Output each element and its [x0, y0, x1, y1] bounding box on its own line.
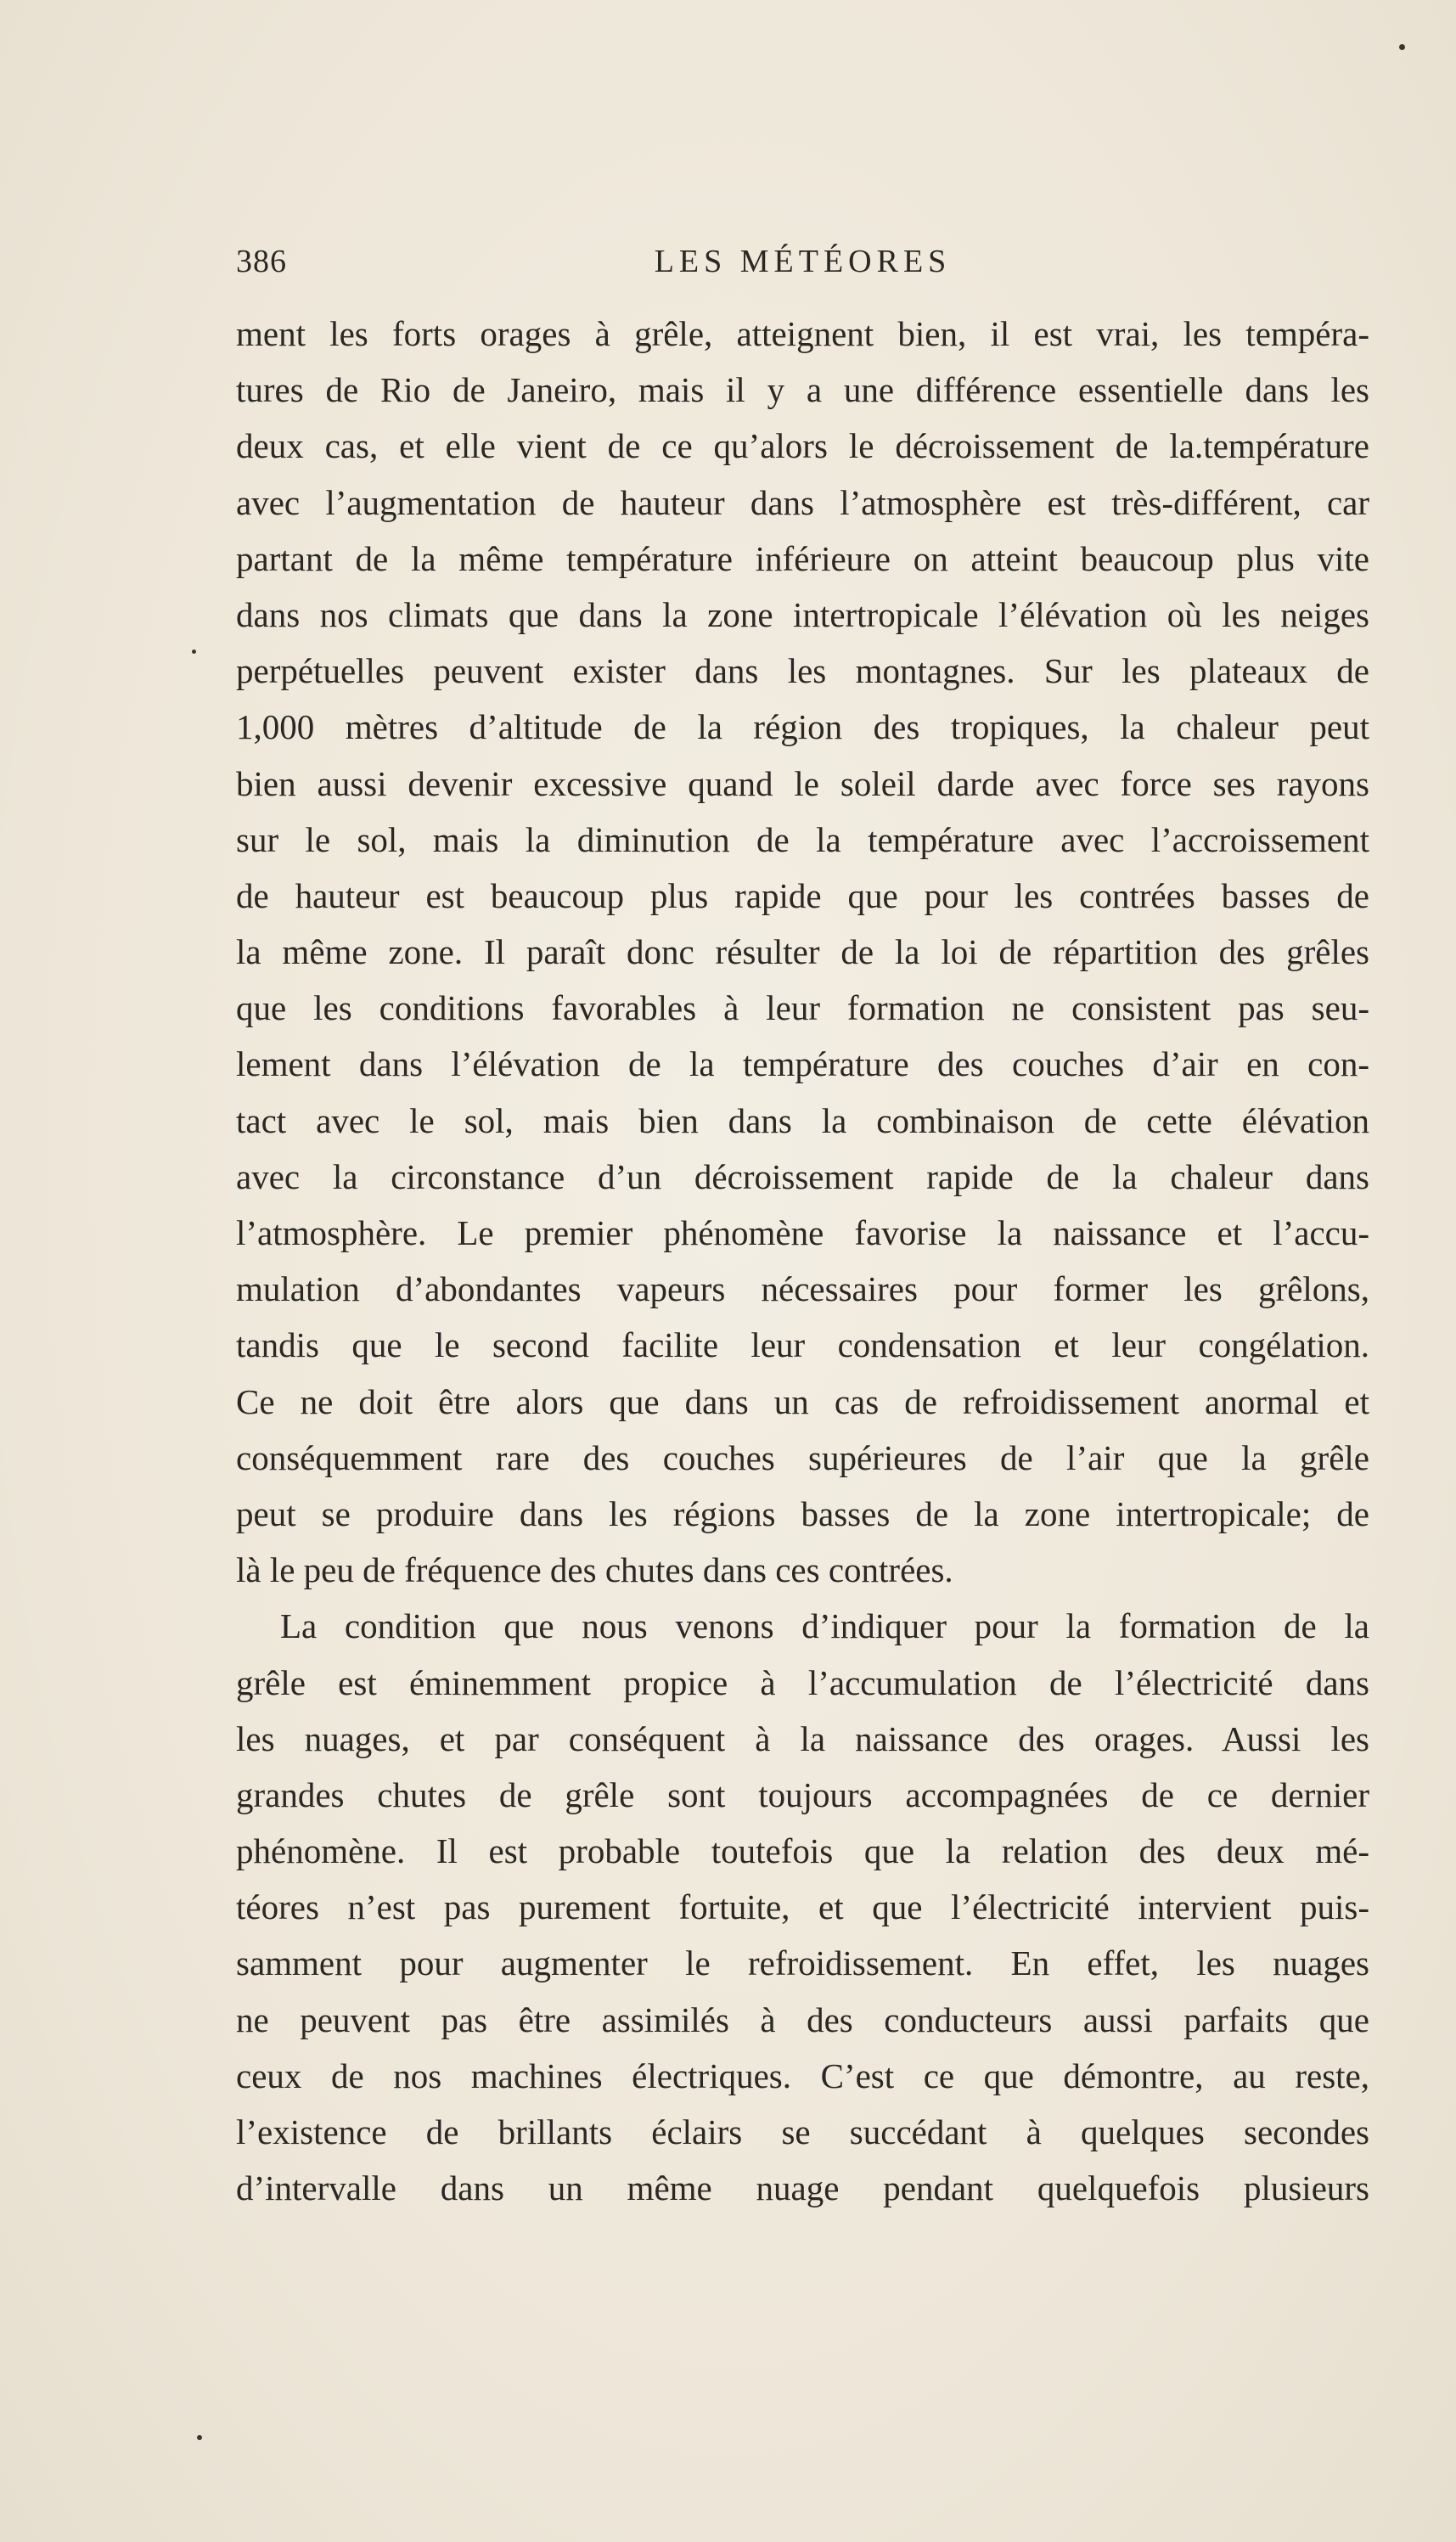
paragraph-first-line: La condition que nous venons d’indiquer pour la formation de la [280, 1606, 1369, 1646]
text-line: avec la circonstance d’un décroissement rapide de la chaleur dans [236, 1156, 1369, 1196]
text-line: l’existence de brillants éclairs se succédant à quelques secondes [236, 2112, 1369, 2151]
text-line: tact avec le sol, mais bien dans la combinaison de cette élévation [236, 1100, 1369, 1140]
page-number: 386 [236, 244, 287, 279]
text-line: ment les forts orages à grêle, atteignent bien, il est vrai, les tempéra- [236, 314, 1369, 353]
paper-speck [1399, 44, 1405, 50]
text-line: que les conditions favorables à leur formation ne consistent pas seu- [236, 988, 1369, 1028]
text-line: téores n’est pas purement fortuite, et que l’électricité intervient puis- [236, 1887, 1369, 1927]
text-line: grandes chutes de grêle sont toujours accompagnées de ce dernier [236, 1774, 1369, 1814]
text-line: grêle est éminemment propice à l’accumulation de l’électricité dans [236, 1662, 1369, 1702]
text-line: Ce ne doit être alors que dans un cas de refroidissement anormal et [236, 1381, 1369, 1421]
body-text [236, 306, 1369, 2216]
running-head [236, 243, 1369, 285]
text-line: phénomène. Il est probable toutefois que la relation des deux mé- [236, 1831, 1369, 1871]
text-line: dans nos climats que dans la zone intertropicale l’élévation où les neiges [236, 594, 1369, 634]
text-line: l’atmosphère. Le premier phénomène favorise la naissance et l’accu- [236, 1213, 1369, 1252]
text-line: avec l’augmentation de hauteur dans l’atmosphère est très-différent, car [236, 482, 1369, 522]
text-line: mulation d’abondantes vapeurs nécessaires pour former les grêlons, [236, 1269, 1369, 1309]
text-line: conséquemment rare des couches supérieures de l’air que la grêle [236, 1437, 1369, 1477]
text-line: ne peuvent pas être assimilés à des conducteurs aussi parfaits que [236, 1999, 1369, 2039]
text-line: bien aussi devenir excessive quand le soleil darde avec force ses rayons [236, 763, 1369, 803]
text-line: perpétuelles peuvent exister dans les montagnes. Sur les plateaux de [236, 651, 1369, 691]
text-line: de hauteur est beaucoup plus rapide que pour les contrées basses de [236, 875, 1369, 915]
text-line: partant de la même température inférieure on atteint beaucoup plus vite [236, 538, 1369, 578]
paper-speck [197, 2435, 202, 2440]
paper-speck [192, 650, 196, 654]
text-line: deux cas, et elle vient de ce qu’alors le décroissement de la.température [236, 426, 1369, 466]
text-line: tandis que le second facilite leur condensation et leur congélation. [236, 1325, 1369, 1365]
text-line: tures de Rio de Janeiro, mais il y a une différence essentielle dans les [236, 370, 1369, 410]
text-line: peut se produire dans les régions basses de la zone intertropicale; de [236, 1493, 1369, 1533]
text-line: d’intervalle dans un même nuage pendant quelquefois plusieurs [236, 2168, 1369, 2208]
text-line: la même zone. Il paraît donc résulter de la loi de répartition des grêles [236, 932, 1369, 972]
text-line: samment pour augmenter le refroidissement. En effet, les nuages [236, 1943, 1369, 1983]
text-line: lement dans l’élévation de la température des couches d’air en con- [236, 1044, 1369, 1084]
text-line: ceux de nos machines électriques. C’est ce que démontre, au reste, [236, 2056, 1369, 2095]
text-line: les nuages, et par conséquent à la naissance des orages. Aussi les [236, 1718, 1369, 1758]
text-line: sur le sol, mais la diminution de la température avec l’accroissement [236, 819, 1369, 859]
running-title: LES MÉTÉORES [654, 244, 952, 279]
text-line: 1,000 mètres d’altitude de la région des tropiques, la chaleur peut [236, 707, 1369, 747]
paragraph-last-line: là le peu de fréquence des chutes dans ces contrées. [236, 1550, 953, 1590]
